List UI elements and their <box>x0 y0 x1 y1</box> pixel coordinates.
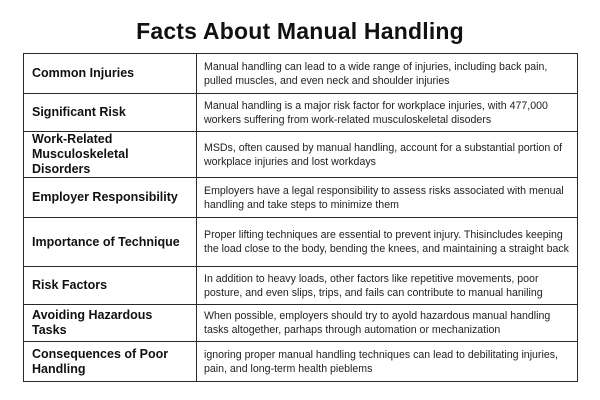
row-label: Risk Factors <box>24 267 197 305</box>
table-row <box>24 305 578 342</box>
row-label: Consequences of Poor Handling <box>24 342 197 382</box>
table-row <box>24 218 578 267</box>
row-label: Significant Risk <box>24 94 197 132</box>
table-row <box>24 267 578 305</box>
table-row <box>24 342 578 382</box>
row-description: Proper lifting techniques are essential to prevent injury. Thisincludes keeping the load close to the body, bending the knees, and maintaining a straight back <box>197 218 578 267</box>
page-title: Facts About Manual Handling <box>136 18 464 44</box>
row-description: Employers have a legal responsibility to assess risks associated with menual handling and take steps to minimize them <box>197 178 578 218</box>
row-label: Employer Responsibility <box>24 178 197 218</box>
table-row <box>24 54 578 94</box>
row-description: MSDs, often caused by manual handling, account for a substantial portion of workplace injuries and lost workdays <box>197 132 578 178</box>
row-description: Manual handling is a major risk factor for workplace injuries, with 477,000 workers suffering from work-related musculoskeletal disoders <box>197 94 578 132</box>
row-description: In addition to heavy loads, other factors like repetitive movements, poor posture, and even slips, trips, and fails can contribute to manual haniling <box>197 267 578 305</box>
row-label: Avoiding Hazardous Tasks <box>24 305 197 342</box>
table-row <box>24 132 578 178</box>
table-row <box>24 178 578 218</box>
row-label: Common Injuries <box>24 54 197 94</box>
row-description: When possible, employers should try to ayold hazardous manual handling tasks altogether, parhaps through automation or mechanization <box>197 305 578 342</box>
row-label: Importance of Technique <box>24 218 197 267</box>
row-description: ignoring proper manual handling techniques can lead to debilitating injuries, pain, and long-term health pieblems <box>197 342 578 382</box>
row-label: Work-Related Musculoskeletal Disorders <box>24 132 197 178</box>
row-description: Manual handling can lead to a wide range of injuries, including back pain, pulled muscles, and even neck and shoulder injuries <box>197 54 578 94</box>
table-row <box>24 94 578 132</box>
facts-table <box>23 53 578 382</box>
